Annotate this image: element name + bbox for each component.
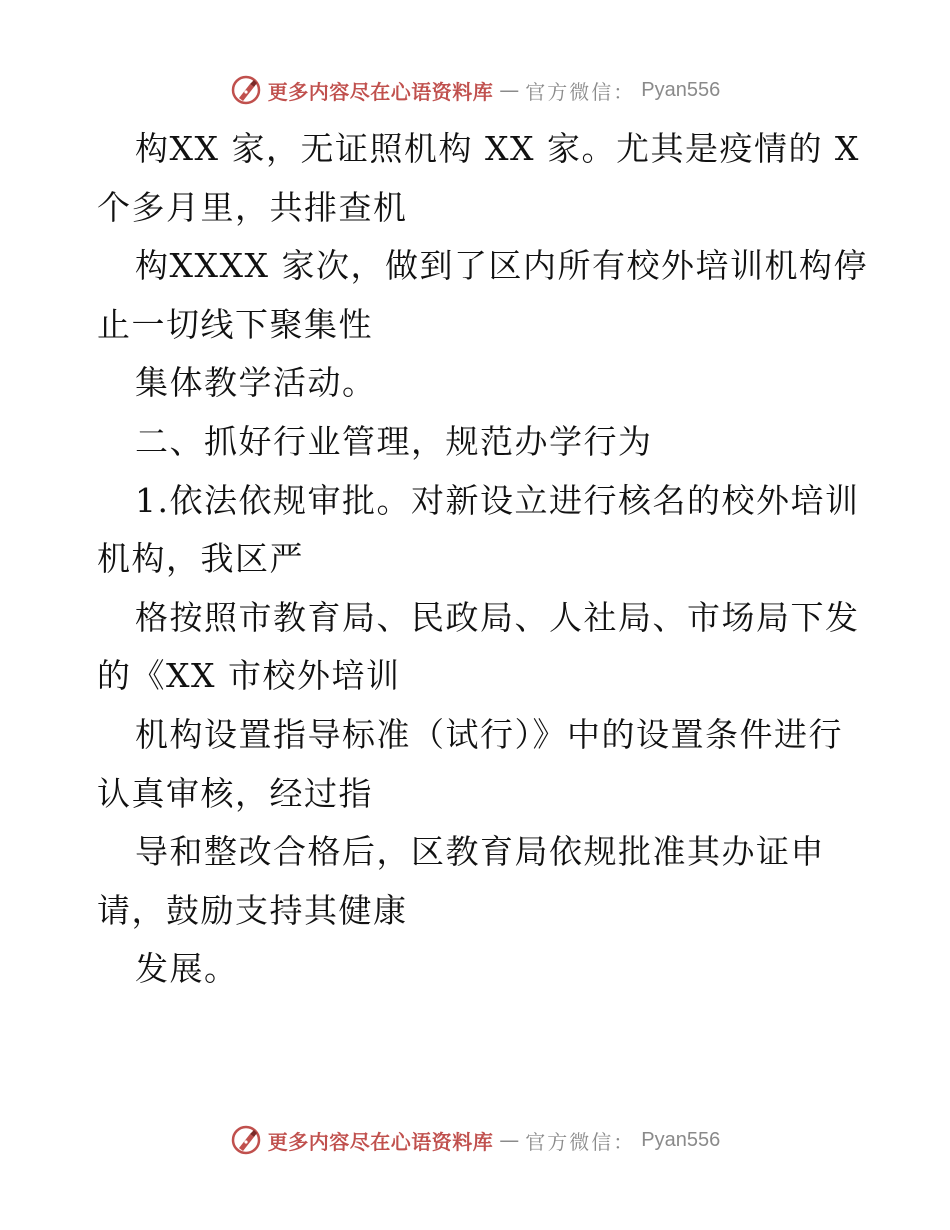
watermark-group [230,74,720,106]
watermark-official-label: 官方微信： [525,1129,636,1154]
watermark-separator: — [499,78,520,102]
paragraph-line: 个多月里，共排查机 [97,187,408,227]
footer-watermark [0,1120,950,1160]
watermark-group [230,1124,720,1156]
paragraph-line: 认真审核，经过指 [97,773,373,813]
watermark-wechat-id: Pyan556 [641,78,721,101]
watermark-official-label: 官方微信： [525,79,636,104]
watermark-brand-text: 更多内容尽在心语资料库 [267,1129,494,1154]
pen-nib-logo-icon [230,1124,262,1156]
header-watermark [0,70,950,110]
paragraph-line: 1.依法依规审批。对新设立进行核名的校外培训 [135,480,860,520]
paragraph-line: 止一切线下聚集性 [97,304,373,344]
paragraph-line: 机构，我区严 [97,539,304,579]
paragraph-line: 集体教学活动。 [135,363,377,403]
paragraph-line: 机构设置指导标准（试行）》中的设置条件进行 [135,714,843,754]
paragraph-line: 构XXXX 家次，做到了区内所有校外培训机构停 [135,246,868,286]
watermark-brand-text: 更多内容尽在心语资料库 [267,79,494,104]
paragraph-line: 的《XX 市校外培训 [97,656,401,696]
watermark-wechat-id: Pyan556 [641,1128,721,1151]
document-body [97,120,868,999]
paragraph-line: 构XX 家，无证照机构 XX 家。尤其是疫情的 X [135,129,860,168]
pen-nib-logo-icon [230,74,262,106]
paragraph-line: 格按照市教育局、民政局、人社局、市场局下发 [135,597,860,637]
watermark-separator: — [499,1128,520,1152]
paragraph-line: 发展。 [135,949,239,989]
paragraph-line: 导和整改合格后，区教育局依规批准其办证申 [135,832,825,872]
paragraph-line: 请，鼓励支持其健康 [97,890,408,930]
paragraph-line: 二、抓好行业管理，规范办学行为 [135,421,653,461]
